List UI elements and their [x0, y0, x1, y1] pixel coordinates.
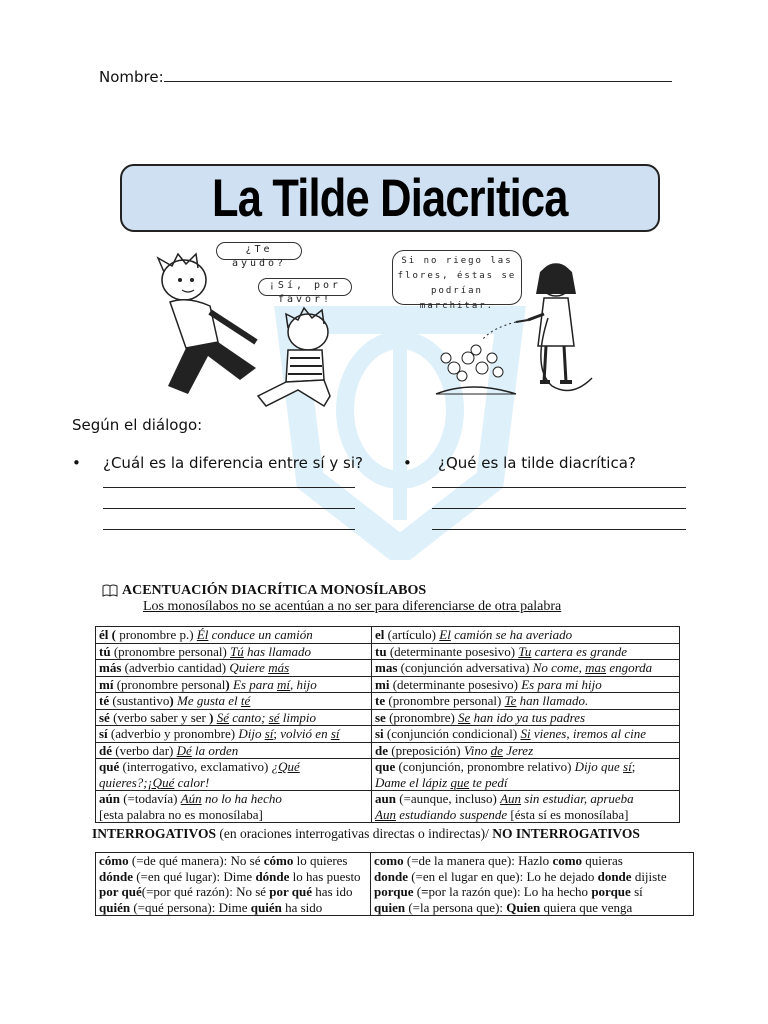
- question-1: ¿Cuál es la diferencia entre sí y si?: [103, 454, 363, 472]
- answer-line[interactable]: [103, 487, 355, 488]
- answer-line[interactable]: [432, 487, 686, 488]
- table-cell: el (artículo) El camión se ha averiado: [372, 627, 680, 644]
- table-row: [96, 676, 680, 693]
- name-line[interactable]: [164, 69, 672, 82]
- table-cell: que (conjunción, pronombre relativo) Dijo que sí; Dame el lápiz que te pedí: [372, 759, 680, 791]
- table-cell: mas (conjunción adversativa) No come, mas engorda: [372, 660, 680, 677]
- table-cell: aun (=aunque, incluso) Aun sin estudiar, aprueba Aun estudiando suspende [ésta sí es monosílaba]: [372, 791, 680, 823]
- table-row: [96, 643, 680, 660]
- table-row: [96, 627, 680, 644]
- bullet-icon: •: [72, 454, 81, 472]
- answer-line[interactable]: [103, 529, 355, 530]
- table-cell: se (pronombre) Se han ido ya tus padres: [372, 709, 680, 726]
- table-cell: cómo (=de qué manera): No sé cómo lo quieres dónde (=en qué lugar): Dime dónde lo has puesto por qué(=por qué razón): No sé por qué has ido quién (=qué persona): Dime quién ha sido: [96, 853, 371, 916]
- table-row: [96, 759, 680, 791]
- bubble-text: ¡Sí, por favor!: [268, 280, 342, 305]
- table-row: [96, 660, 680, 677]
- book-icon: [102, 584, 118, 597]
- table-cell: aún (=todavía) Aún no lo ha hecho [esta palabra no es monosílaba]: [96, 791, 372, 823]
- table-row: [96, 693, 680, 710]
- speech-bubble-yes: [258, 278, 352, 305]
- table-row: [96, 709, 680, 726]
- table-cell: mi (determinante posesivo) Es para mi hijo: [372, 676, 680, 693]
- monosyllable-table: [95, 626, 680, 823]
- table-cell: qué (interrogativo, exclamativo) ¿Qué quieres?;¡Qué calor!: [96, 759, 372, 791]
- table-cell: de (preposición) Vino de Jerez: [372, 742, 680, 759]
- name-field: [99, 68, 672, 86]
- table-cell: te (pronombre personal) Te han llamado.: [372, 693, 680, 710]
- question-2: ¿Qué es la tilde diacrítica?: [438, 454, 636, 472]
- interrogative-table: [95, 852, 694, 916]
- table-row: [96, 726, 680, 743]
- answer-line[interactable]: [103, 508, 355, 509]
- table-cell: si (conjunción condicional) Si vienes, iremos al cine: [372, 726, 680, 743]
- table-cell: como (=de la manera que): Hazlo como quieras donde (=en el lugar en que): Lo he dejado donde dijiste porque (=por la razón que): Lo ha hecho porque sí quien (=la persona que): Quien quiera que venga: [371, 853, 694, 916]
- table-cell: tú (pronombre personal) Tú has llamado: [96, 643, 372, 660]
- name-label: Nombre:: [99, 68, 164, 86]
- table-cell: más (adverbio cantidad) Quiere más: [96, 660, 372, 677]
- answer-line[interactable]: [432, 508, 686, 509]
- title-banner: [120, 164, 660, 232]
- table-cell: mí (pronombre personal) Es para mí, hijo: [96, 676, 372, 693]
- bubble-text: ¿Te ayudo?: [231, 244, 287, 269]
- section1-title: ACENTUACIÓN DIACRÍTICA MONOSÍLABOS: [122, 583, 427, 598]
- section1-subtitle: Los monosílabos no se acentúan a no ser para diferenciarse de otra palabra: [143, 599, 562, 614]
- dialog-prompt: Según el diálogo:: [72, 416, 203, 434]
- table-cell: té (sustantivo) Me gusta el té: [96, 693, 372, 710]
- speech-bubble-help: [216, 242, 302, 269]
- bullet-icon: •: [403, 454, 412, 472]
- table-cell: tu (determinante posesivo) Tu cartera es grande: [372, 643, 680, 660]
- table-row: [96, 853, 694, 916]
- table-row: [96, 742, 680, 759]
- answer-line[interactable]: [432, 529, 686, 530]
- bubble-text: flores, éstas se: [397, 271, 517, 281]
- table-row: [96, 791, 680, 823]
- section2-title-part: (en oraciones interrogativas directas o indirectas)/: [216, 826, 493, 841]
- table-cell: sé (verbo saber y ser ) Sé canto; sé limpio: [96, 709, 372, 726]
- bubble-text: podrían marchitar.: [419, 286, 495, 311]
- section2-title: [92, 826, 640, 842]
- section2-title-part: NO INTERROGATIVOS: [492, 826, 640, 841]
- table-cell: sí (adverbio y pronombre) Dijo sí; volvió en sí: [96, 726, 372, 743]
- bubble-text: Si no riego las: [401, 256, 513, 266]
- section2-title-part: INTERROGATIVOS: [92, 826, 217, 841]
- boys-illustration-icon: [148, 250, 338, 412]
- table-cell: él ( pronombre p.) Él conduce un camión: [96, 627, 372, 644]
- table-cell: dé (verbo dar) Dé la orden: [96, 742, 372, 759]
- girl-watering-icon: [432, 258, 622, 400]
- page-title: La Tilde Diacritica: [212, 168, 568, 228]
